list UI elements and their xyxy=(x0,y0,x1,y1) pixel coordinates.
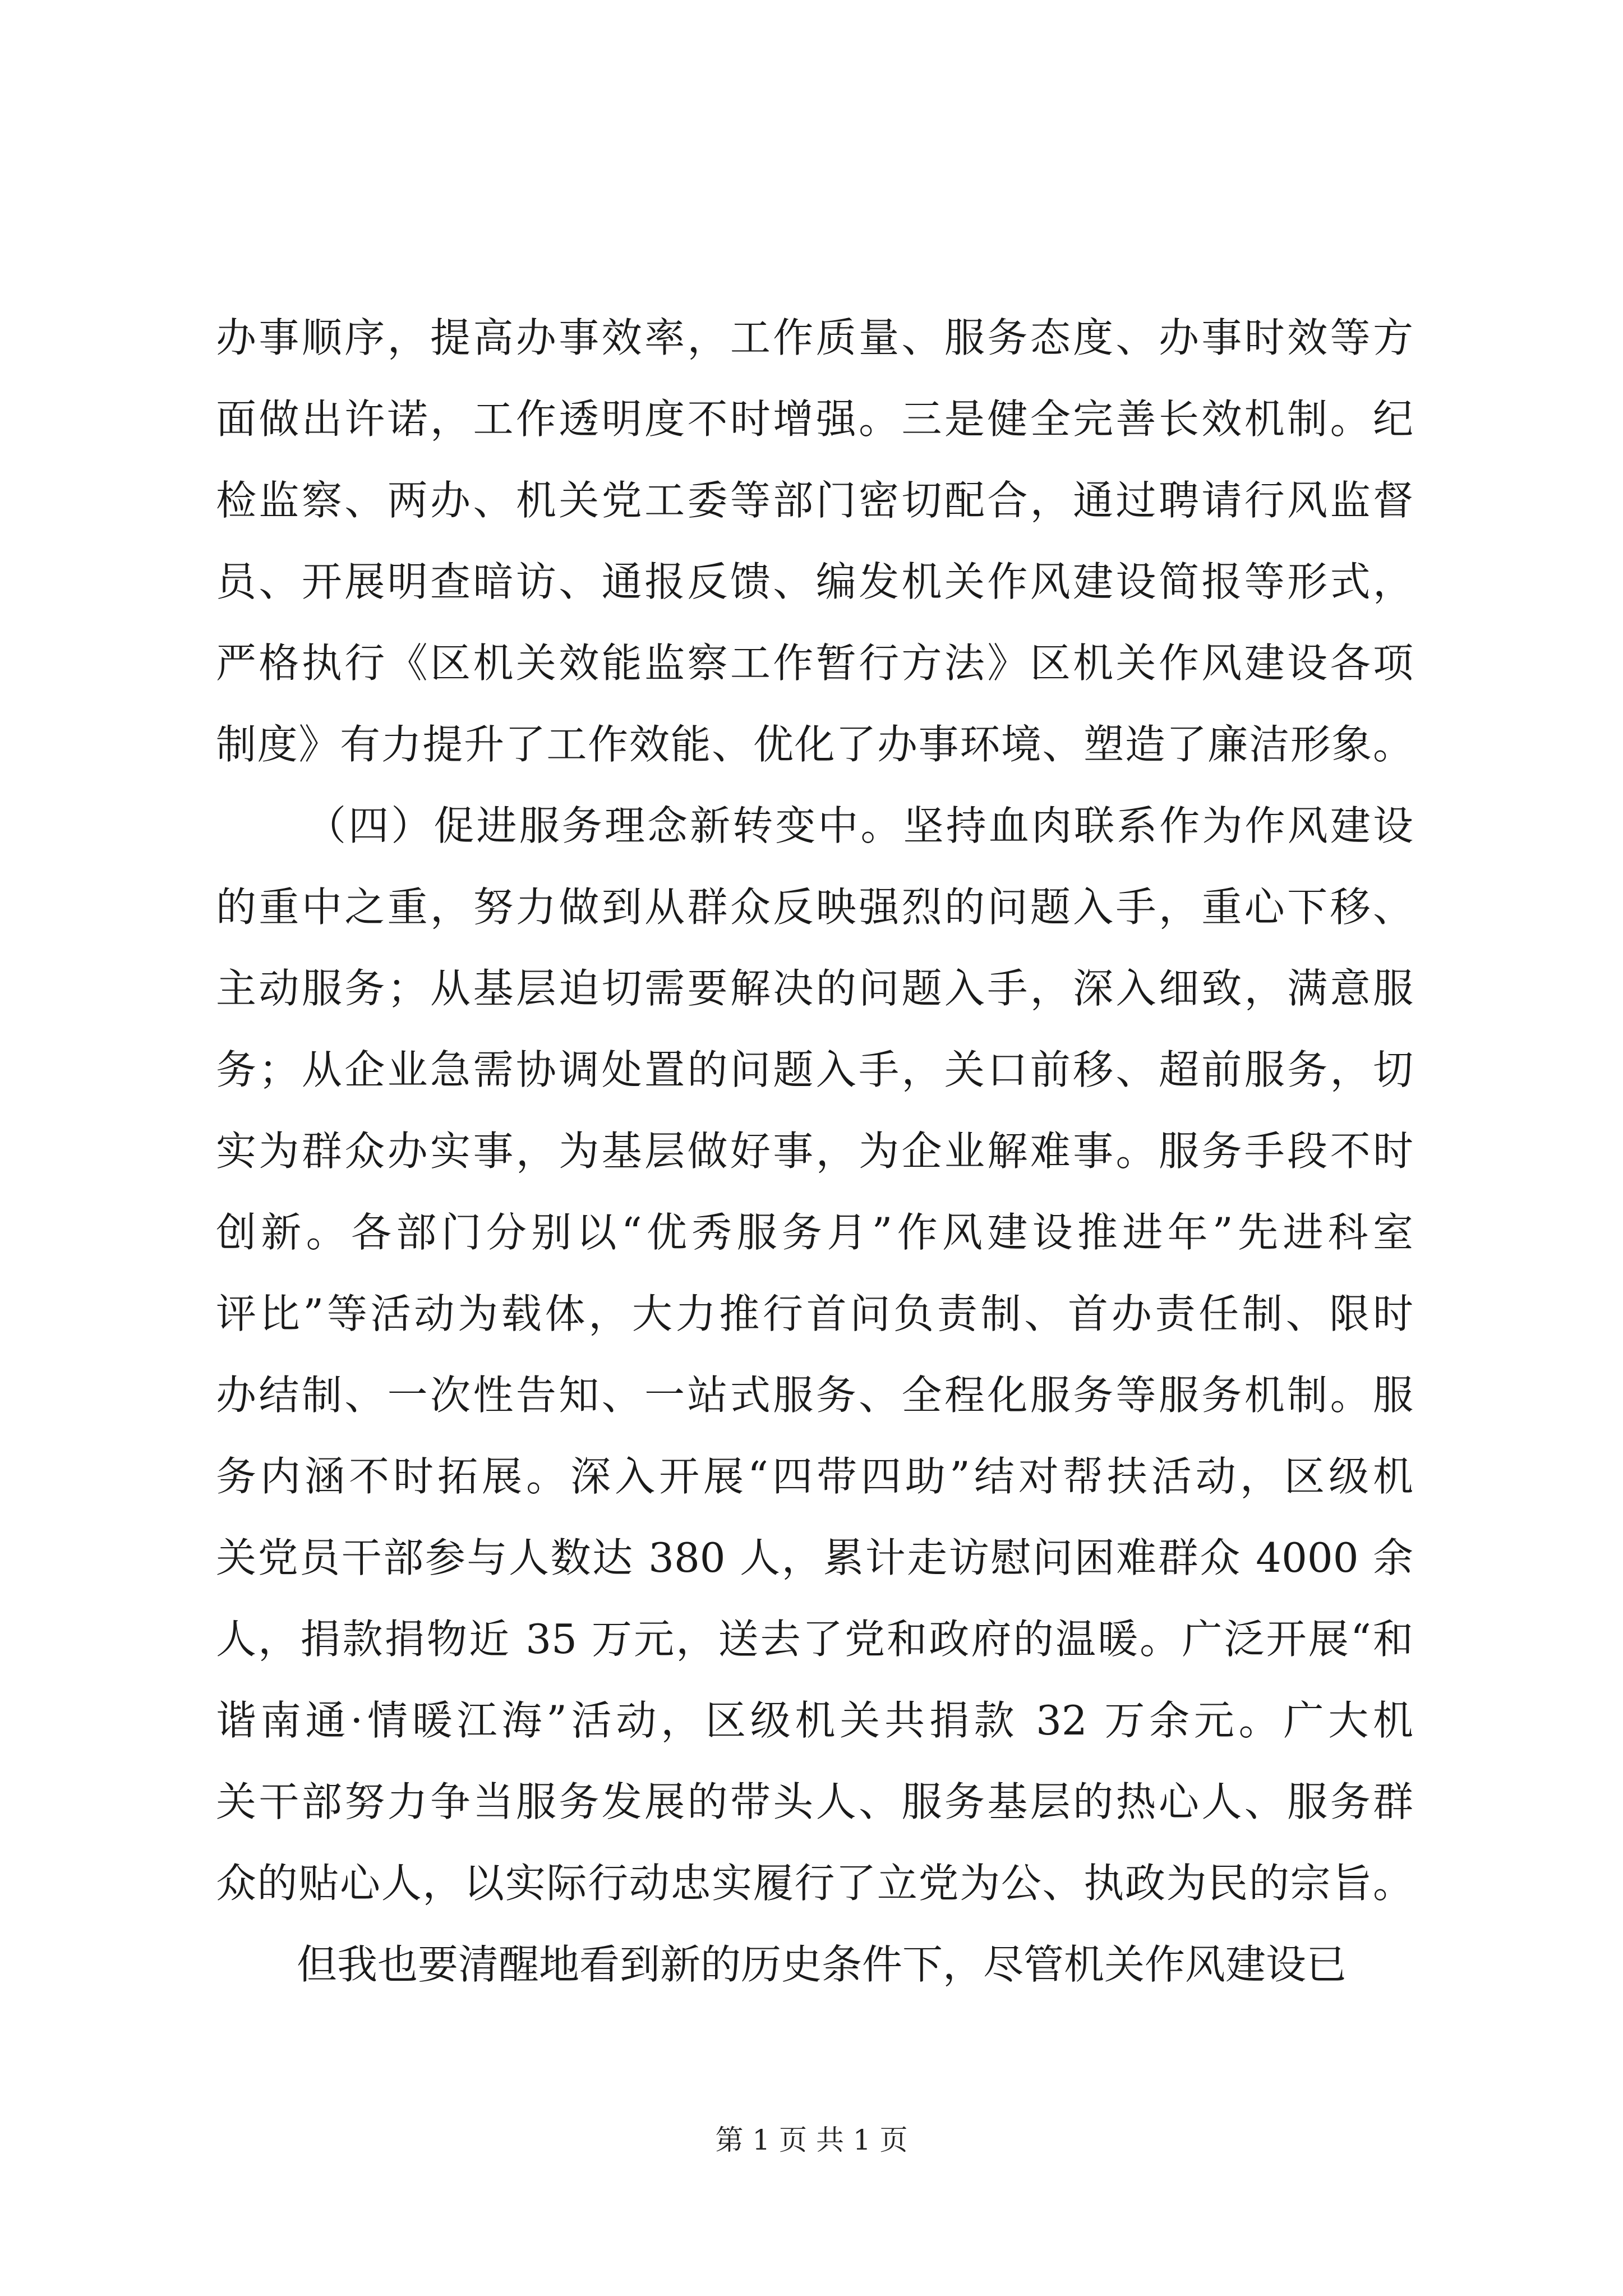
text-line: 面做出许诺，工作透明度不时增强。三是健全完善长效机制。纪 xyxy=(216,395,1413,443)
text-line: 众的贴心人，以实际行动忠实履行了立党为公、执政为民的宗旨。 xyxy=(216,1860,1413,1907)
text-line: 关干部努力争当服务发展的带头人、服务基层的热心人、服务群 xyxy=(216,1778,1413,1825)
text-line: 关党员干部参与人数达 380 人，累计走访慰问困难群众 4000 余 xyxy=(216,1534,1413,1581)
text-line: 制度》有力提升了工作效能、优化了办事环境、塑造了廉洁形象。 xyxy=(216,721,1413,768)
text-line: 的重中之重，努力做到从群众反映强烈的问题入手，重心下移、 xyxy=(216,884,1413,931)
page-number-footer: 第 1 页 共 1 页 xyxy=(715,2124,908,2156)
text-line: 严格执行《区机关效能监察工作暂行方法》区机关作风建设各项 xyxy=(216,639,1413,687)
text-line: 人，捐款捐物近 35 万元，送去了党和政府的温暖。广泛开展“和 xyxy=(216,1616,1413,1663)
text-line: 办事顺序，提高办事效率，工作质量、服务态度、办事时效等方 xyxy=(216,314,1413,361)
paragraph-start-line: （四）促进服务理念新转变中。坚持血肉联系作为作风建设 xyxy=(306,802,1413,849)
paragraph-start-line: 但我也要清醒地看到新的历史条件下，尽管机关作风建设已 xyxy=(297,1941,1347,1988)
text-line: 创新。各部门分别以“优秀服务月”作风建设推进年”先进科室 xyxy=(216,1209,1413,1256)
text-line: 检监察、两办、机关党工委等部门密切配合，通过聘请行风监督 xyxy=(216,477,1413,524)
text-line: 务；从企业急需协调处置的问题入手，关口前移、超前服务，切 xyxy=(216,1046,1413,1093)
text-line: 务内涵不时拓展。深入开展“四带四助”结对帮扶活动，区级机 xyxy=(216,1453,1413,1500)
text-line: 员、开展明查暗访、通报反馈、编发机关作风建设简报等形式， xyxy=(216,558,1413,605)
text-line: 评比”等活动为载体，大力推行首问负责制、首办责任制、限时 xyxy=(216,1290,1413,1337)
text-line: 主动服务；从基层迫切需要解决的问题入手，深入细致，满意服 xyxy=(216,965,1413,1012)
text-line: 实为群众办实事，为基层做好事，为企业解难事。服务手段不时 xyxy=(216,1128,1413,1175)
body-text xyxy=(216,297,1413,2005)
text-line: 办结制、一次性告知、一站式服务、全程化服务等服务机制。服 xyxy=(216,1372,1413,1419)
text-line: 谐南通·情暖江海”活动，区级机关共捐款 32 万余元。广大机 xyxy=(216,1697,1413,1744)
